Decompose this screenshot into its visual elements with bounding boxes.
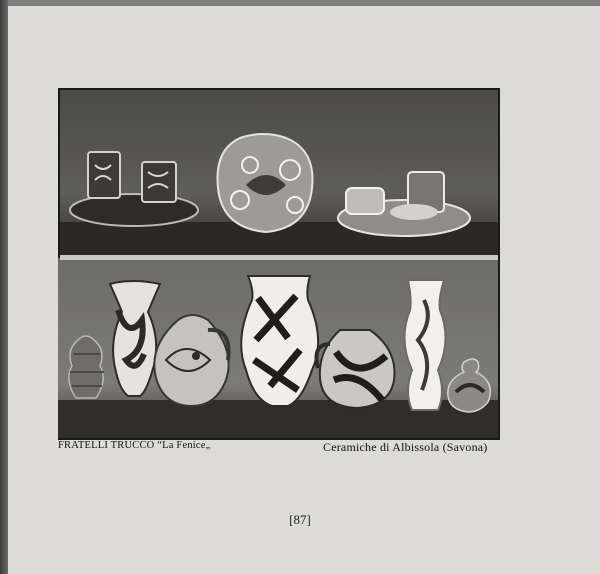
caption-manufacturer: FRATELLI TRUCCO “La Fenice„	[58, 440, 211, 451]
small-ribbed-jar	[69, 336, 104, 398]
small-gourd	[448, 359, 490, 412]
bowl-set	[338, 172, 470, 236]
round-pitcher	[317, 330, 395, 408]
tall-pitcher	[241, 276, 318, 406]
white-vase	[404, 280, 445, 410]
decorated-jar	[217, 134, 312, 232]
cups-on-tray	[70, 152, 198, 226]
page-number: [87]	[289, 512, 311, 527]
shelf-divider	[60, 255, 498, 260]
caption-description: Ceramiche di Albissola (Savona)	[323, 440, 488, 454]
decorated-vase	[110, 281, 160, 396]
fish-jug	[154, 315, 228, 406]
